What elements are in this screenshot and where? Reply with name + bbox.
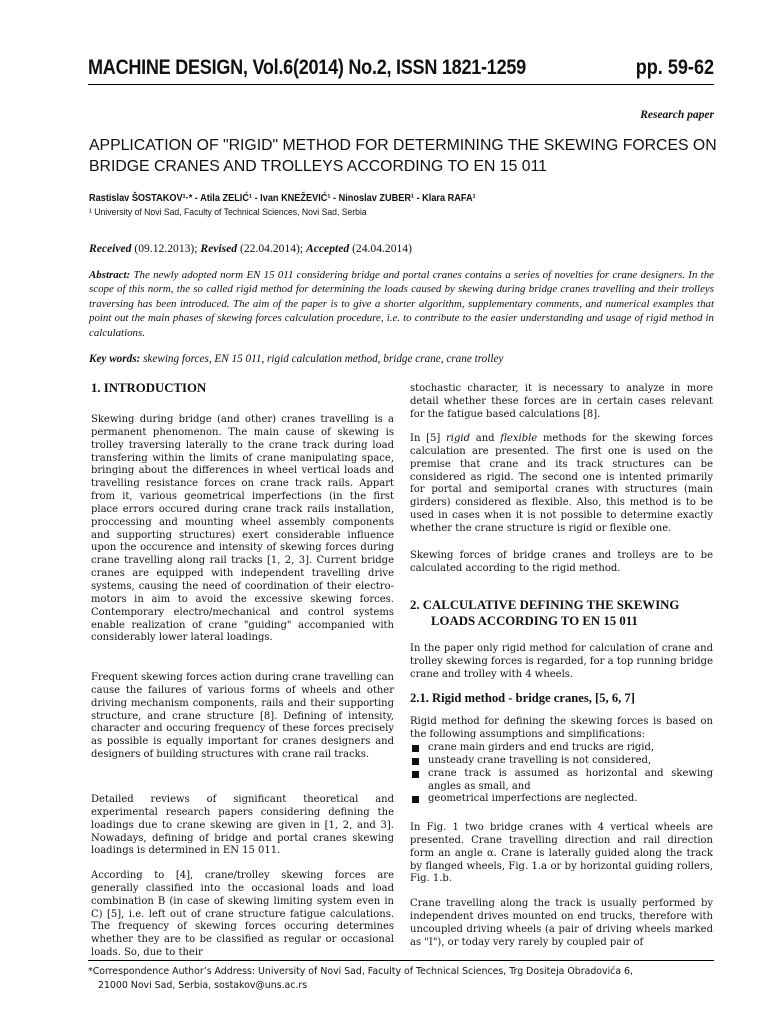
intro-paragraph-3: Detailed reviews of significant theoretical and experimental research papers considering defining the loadings due to crane skewing are given in [1, 2, and 3]. Nowadays, defining of bridge and portal cranes skewing loadings is determined in EN 15 011. bbox=[91, 794, 394, 857]
p2-part-b: and bbox=[470, 433, 501, 444]
section-2-heading-line1: 2. CALCULATIVE DEFINING THE SKEWING bbox=[410, 598, 680, 612]
paper-type-label: Research paper bbox=[640, 109, 714, 121]
section-1-heading: 1. INTRODUCTION bbox=[91, 381, 207, 395]
accepted-date: (24.04.2014) bbox=[349, 242, 412, 255]
journal-header bbox=[88, 50, 714, 85]
section-2-heading bbox=[410, 597, 713, 629]
p2-flexible: flexible bbox=[500, 433, 538, 444]
submission-dates bbox=[89, 242, 412, 255]
list-item: crane track is assumed as horizontal and skewing angles as small, and bbox=[410, 768, 713, 794]
p2-part-a: In [5] bbox=[410, 433, 447, 444]
intro-paragraph-1: Skewing during bridge (and other) cranes travelling is a permanent phenomenon. The main cause of skewing is trolley traversing laterally to the crane track during load transfering within the limits of crane manipulating space, bringing about the differences in wheel vertical loads and travelling resistance forces on crane track rails. Appart from it, various geometrical imperfections (in the first place errors occured during crane track rails installation, proccessing and mounting wheel assembly components and supporting structures) exert considerable influence upon the occurence and intensity of skewing forces during crane travelling along rail tracks [1, 2, 3]. Current bridge cranes are equipped with independent travelling drive systems, causing the need of coordination of their electro-motors in aim to avoid the excessive skewing forces. Contemporary electro/mechanical and control systems enable realization of crane "guiding" accompanied with considerably lower lateral loadings. bbox=[91, 414, 394, 644]
right-paragraph-3: Skewing forces of bridge cranes and trolleys are to be calculated according to the rigid method. bbox=[410, 550, 713, 574]
list-item: geometrical imperfections are neglected. bbox=[410, 793, 713, 806]
received-date: (09.12.2013); bbox=[131, 242, 201, 255]
footnote-line-1: *Correspondence Author’s Address: University of Novi Sad, Faculty of Technical Sciences, Trg Dositeja Obradovića 6, bbox=[88, 966, 633, 977]
keywords-label: Key words: bbox=[89, 353, 141, 365]
abstract bbox=[89, 268, 714, 340]
footnote-line-2: 21000 Novi Sad, Serbia, sostakov@uns.ac.rs bbox=[98, 979, 308, 991]
subsection-2-1-heading: 2.1. Rigid method - bridge cranes, [5, 6, 7] bbox=[410, 691, 635, 705]
page-range: pp. 59-62 bbox=[635, 56, 714, 79]
p2-rigid: rigid bbox=[446, 433, 470, 444]
assumption-list bbox=[410, 742, 713, 806]
list-item: crane main girders and end trucks are rigid, bbox=[410, 742, 713, 755]
section-2-heading-line2: LOADS ACCORDING TO EN 15 011 bbox=[431, 614, 638, 628]
journal-title: MACHINE DESIGN, Vol.6(2014) No.2, ISSN 1821-1259 bbox=[88, 56, 526, 79]
right-paragraph-1: stochastic character, it is necessary to analyze in more detail whether these forces are in certain cases relevant for the fatigue based calculations [8]. bbox=[410, 383, 713, 420]
received-label: Received bbox=[89, 242, 132, 255]
intro-paragraph-2: Frequent skewing forces action during crane travelling can cause the failures of various forms of wheels and other driving mechanism components, rails and their supporting structure, and crane structure [8]. Defining of intensity, character and occuring frequency of these forces precisely as possible is equally important for cranes designers and designers of building structures with crane rail tracks. bbox=[91, 672, 394, 761]
p2-part-c: methods for the skewing forces calculation are presented. The first one is used on the premise that crane and its track structures can be considered as rigid. The second one is intented primarily for portal and semiportal cranes with structures (main girders) considered as flexible. Also, this method is to be used in cases when it is not possible to determine exactly whether the crane structure is rigid or flexible one. bbox=[410, 433, 713, 534]
right-paragraph-5: Rigid method for defining the skewing forces is based on the following assumptions and simplifications: bbox=[410, 716, 713, 740]
author-list: Rastislav ŠOSTAKOV¹·* - Atila ZELIĆ¹ - Ivan KNEŽEVIĆ¹ - Ninoslav ZUBER¹ - Klara RAFA¹ bbox=[89, 193, 476, 204]
right-paragraph-7: Crane travelling along the track is usually performed by independent drives mounted on end trucks, therefore with uncoupled driving wheels (a pair of driving wheels marked as "I"), or today very rarely by coupled pair of bbox=[410, 898, 713, 948]
correspondence-footnote bbox=[88, 960, 714, 992]
revised-label: Revised bbox=[200, 242, 238, 255]
keywords-text: skewing forces, EN 15 011, rigid calculation method, bridge crane, crane trolley bbox=[140, 353, 504, 365]
revised-date: (22.04.2014); bbox=[237, 242, 307, 255]
right-paragraph-2 bbox=[410, 433, 713, 536]
right-paragraph-6: In Fig. 1 two bridge cranes with 4 vertical wheels are presented. Crane travelling direction and rail direction form an angle α. Crane is laterally guided along the track by flanged wheels, Fig. 1.a or by horizontal guiding rollers, Fig. 1.b. bbox=[410, 822, 713, 885]
abstract-label: Abstract: bbox=[89, 269, 131, 281]
intro-paragraph-4: According to [4], crane/trolley skewing forces are generally classified into the occasional loads and load combination B (in case of skewing limiting system even in C) [5], i.e. left out of crane structure fatigue calculations. The frequency of skewing forces occuring determines whether they are to be classified as regular or occasional loads. So, due to their bbox=[91, 870, 394, 959]
abstract-text: The newly adopted norm EN 15 011 considering bridge and portal cranes contains a series of novelties for crane designers. In the scope of this norm, the so called rigid method for determining the loads caused by skewing during bridge cranes travelling and their trolleys traversing has been introduced. The aim of the paper is to give a shorter algorithm, supplementary comments, and numerical examples that point out the main phases of skewing forces calculation procedure, i.e. to contribute to the easier understanding and usage of rigid method in calculations. bbox=[89, 269, 714, 339]
accepted-label: Accepted bbox=[306, 242, 350, 255]
keywords bbox=[89, 353, 714, 365]
list-item: unsteady crane travelling is not considered, bbox=[410, 755, 713, 768]
paper-title: APPLICATION OF "RIGID" METHOD FOR DETERMINING THE SKEWING FORCES ON BRIDGE CRANES AND TROLLEYS ACCORDING TO EN 15 011 bbox=[89, 137, 717, 175]
affiliation: ¹ University of Novi Sad, Faculty of Technical Sciences, Novi Sad, Serbia bbox=[89, 207, 367, 218]
right-paragraph-4: In the paper only rigid method for calculation of crane and trolley skewing forces is regarded, for a top running bridge crane and trolley with 4 wheels. bbox=[410, 643, 713, 680]
